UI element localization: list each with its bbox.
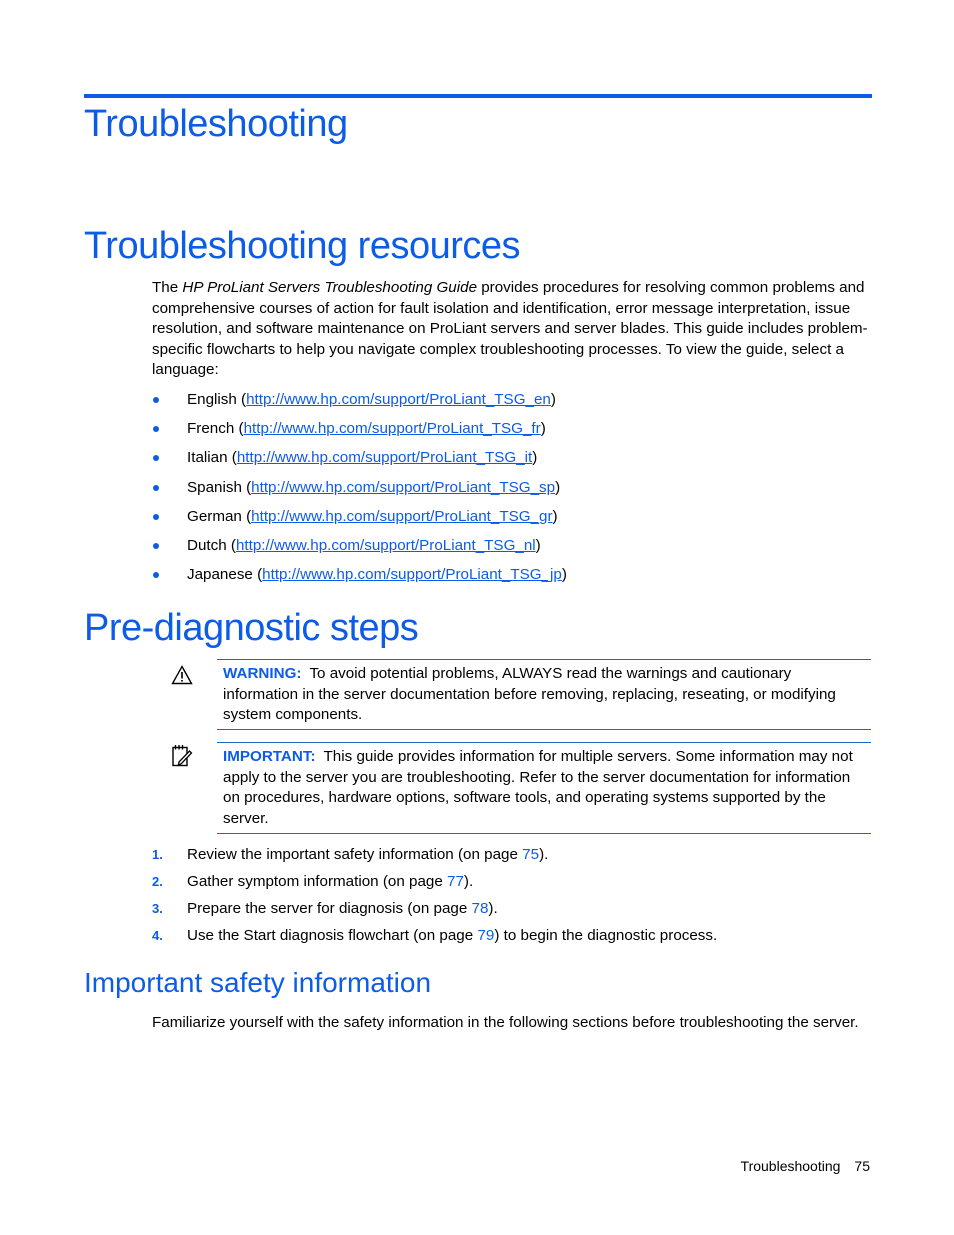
link-japanese[interactable]: http://www.hp.com/support/ProLiant_TSG_jp [262,566,562,584]
important-body [223,747,865,831]
bullet-icon [153,426,159,432]
footer-page-number: 75 [854,1158,870,1174]
important-text: This guide provides information for multiple servers. Some information may not apply to the server you are troubleshooting. Refer to the server documentation for information on procedures, hardware options, software tools, and operating systems supported by the server. [223,748,853,827]
warning-triangle-icon [171,665,193,690]
step-item: 1. Review the important safety information (on page 75). [152,846,549,863]
link-italian[interactable]: http://www.hp.com/support/ProLiant_TSG_it [236,449,533,467]
step-item: 2. Gather symptom information (on page 77). [152,873,474,890]
link-english[interactable]: http://www.hp.com/support/ProLiant_TSG_en [246,391,551,408]
guide-title: HP ProLiant Servers Troubleshooting Guide [182,279,478,296]
bullet-icon [153,572,159,578]
bullet-icon [153,514,159,520]
language-item-spanish: Spanish (http://www.hp.com/support/ProLiant_TSG_sp) [152,478,567,507]
bullet-icon [153,543,159,549]
resources-intro [152,278,868,381]
important-note [217,742,871,834]
link-german[interactable]: http://www.hp.com/support/ProLiant_TSG_gr [251,507,553,525]
language-item-english: English (http://www.hp.com/support/ProLiant_TSG_en) [152,390,567,419]
intro-body: provides procedures for resolving common problems and comprehensive courses of action for fault isolation and identification, error message interpretation, issue resolution, and software maintenance on ProLiant servers and server blades. This guide includes problem-specific flowcharts to help you navigate complex troubleshooting processes. To view the guide, select a language: [152,279,868,379]
step-number: 1. [152,847,163,862]
bullet-icon [153,485,159,491]
safety-text: Familiarize yourself with the safety information in the following sections before troubleshooting the server. [152,1014,859,1031]
page-ref-link[interactable]: 75 [522,846,540,863]
language-list [152,390,567,594]
important-label: IMPORTANT: [223,748,316,765]
language-item-dutch: Dutch (http://www.hp.com/support/ProLiant_TSG_nl) [152,536,567,565]
step-item: 4. Use the Start diagnosis flowchart (on page 79) to begin the diagnostic process. [152,927,718,944]
footer-section: Troubleshooting [740,1158,841,1174]
warning-body [223,664,865,728]
language-item-german: German (http://www.hp.com/support/ProLiant_TSG_gr) [152,507,567,536]
step-item: 3. Prepare the server for diagnosis (on page 78). [152,900,498,917]
step-number: 2. [152,874,163,889]
chapter-top-rule [84,94,872,98]
prediag-heading: Pre-diagnostic steps [84,607,419,649]
link-french[interactable]: http://www.hp.com/support/ProLiant_TSG_fr [243,420,541,438]
safety-heading: Important safety information [84,967,432,998]
resources-heading: Troubleshooting resources [84,225,521,267]
warning-text: To avoid potential problems, ALWAYS read the warnings and cautionary information in the server documentation before removing, replacing, reseating, or modifying system components. [223,665,836,724]
link-spanish[interactable]: http://www.hp.com/support/ProLiant_TSG_sp [251,478,556,496]
language-item-japanese: Japanese (http://www.hp.com/support/ProLiant_TSG_jp) [152,565,567,594]
page-footer [741,1158,870,1174]
page-ref-link[interactable]: 79 [477,927,495,944]
warning-label: WARNING: [223,665,302,682]
chapter-title: Troubleshooting [84,103,348,145]
important-notepad-icon [171,744,193,773]
warning-note [217,659,871,730]
language-item-italian: Italian (http://www.hp.com/support/ProLiant_TSG_it) [152,448,567,477]
page-ref-link[interactable]: 77 [447,873,464,890]
bullet-icon [153,397,159,403]
page-ref-link[interactable]: 78 [471,900,489,917]
step-number: 3. [152,901,163,916]
intro-prefix: The [152,279,183,296]
step-number: 4. [152,928,163,943]
link-dutch[interactable]: http://www.hp.com/support/ProLiant_TSG_nl [235,536,536,554]
language-item-french: French (http://www.hp.com/support/ProLiant_TSG_fr) [152,419,567,448]
bullet-icon [153,455,159,461]
prediag-steps [152,845,717,953]
